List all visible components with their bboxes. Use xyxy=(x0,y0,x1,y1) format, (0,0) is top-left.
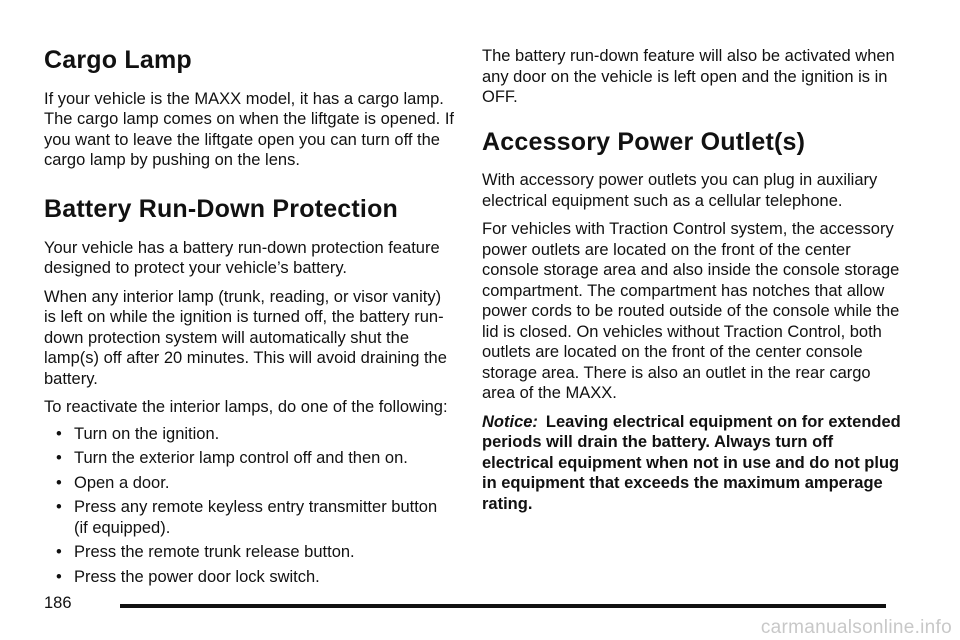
page-number: 186 xyxy=(44,594,72,612)
notice-text: Leaving electrical equipment on for extended periods will drain the battery. Always turn off electrical equipment when not in use and do not plug in equipment that exceeds the maximum amperage rating. xyxy=(482,412,901,513)
list-item: • Press any remote keyless entry transmitter button (if equipped). xyxy=(44,497,454,538)
right-column xyxy=(482,0,902,514)
reactivate-list xyxy=(44,424,454,588)
footer-rule xyxy=(120,604,886,608)
notice-paragraph xyxy=(482,412,902,515)
list-item: • Press the power door lock switch. xyxy=(44,567,454,588)
cargo-lamp-paragraph: If your vehicle is the MAXX model, it has a cargo lamp. The cargo lamp comes on when the liftgate is opened. If you want to leave the liftgate open you can turn off the cargo lamp by pushing on the lens. xyxy=(44,89,454,170)
watermark: carmanualsonline.info xyxy=(760,617,952,638)
list-item: • Press the remote trunk release button. xyxy=(44,542,454,563)
notice-label: Notice: xyxy=(482,412,538,431)
battery-protection-paragraph-1: Your vehicle has a battery run-down protection feature designed to protect your vehicle’s battery. xyxy=(44,238,440,277)
cargo-lamp-heading: Cargo Lamp xyxy=(44,46,192,74)
battery-protection-paragraph-3: To reactivate the interior lamps, do one of the following: xyxy=(44,398,448,416)
battery-protection-heading: Battery Run-Down Protection xyxy=(44,194,399,223)
list-item: • Open a door. xyxy=(44,473,454,494)
battery-protection-paragraph-2: When any interior lamp (trunk, reading, or visor vanity) is left on while the ignition is turned off, the battery run-down protection system will automatically shut the lamp(s) off after 20 minutes. This will avoid draining the battery. xyxy=(44,287,447,388)
left-column xyxy=(44,0,454,591)
accessory-outlet-paragraph-1: With accessory power outlets you can plug in auxiliary electrical equipment such as a cellular telephone. xyxy=(482,171,878,210)
rundown-continuation-paragraph: The battery run-down feature will also be activated when any door on the vehicle is left open and the ignition is in OFF. xyxy=(482,47,895,106)
accessory-outlet-paragraph-2: For vehicles with Traction Control system, the accessory power outlets are located on the front of the center console storage area and also inside the console storage compartment. The compartment has notches that allow power cords to be routed outside of the console while the lid is closed. On vehicles without Traction Control, both outlets are located on the front of the center console storage area. There is also an outlet in the rear cargo area of the MAXX. xyxy=(482,220,900,403)
accessory-outlet-heading: Accessory Power Outlet(s) xyxy=(482,127,806,156)
list-item: • Turn on the ignition. xyxy=(44,424,454,445)
list-item: • Turn the exterior lamp control off and then on. xyxy=(44,448,454,469)
